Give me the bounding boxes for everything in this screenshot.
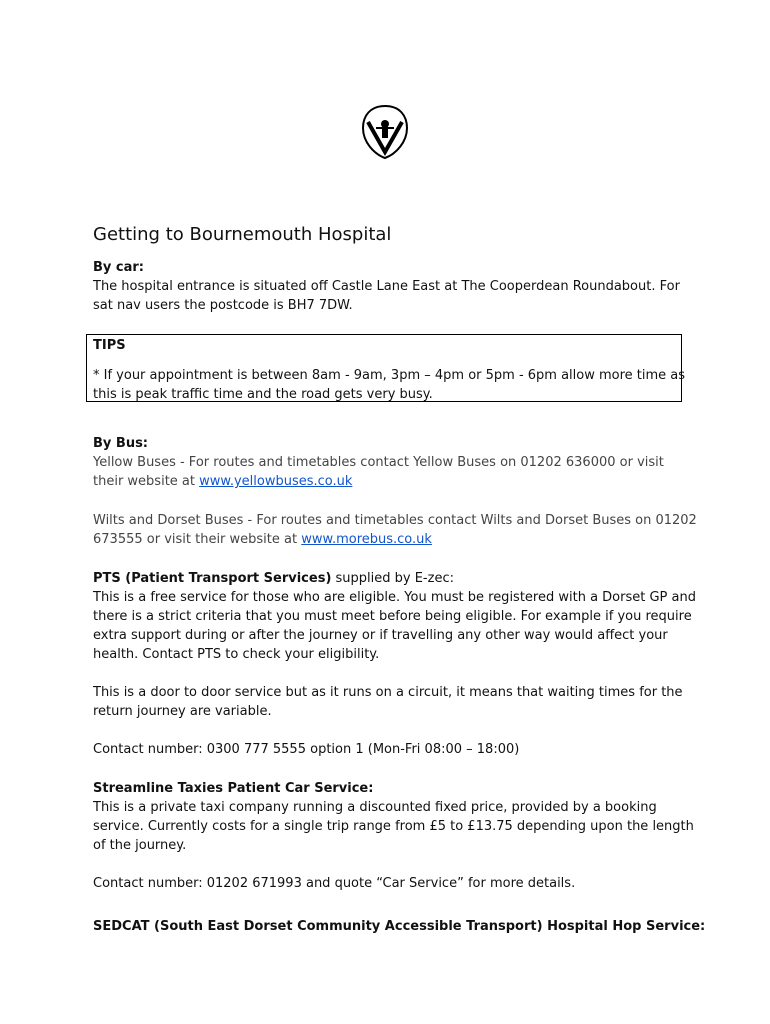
wilts-buses-prefix: 673555 or visit their website at	[93, 532, 302, 547]
streamline-line3: of the journey.	[93, 838, 187, 853]
pts-heading-bold: PTS (Patient Transport Services)	[93, 571, 332, 586]
morebus-link[interactable]: www.morebus.co.uk	[301, 532, 432, 547]
tips-line2: this is peak traffic time and the road gets very busy.	[93, 387, 433, 402]
tips-line1: * If your appointment is between 8am - 9am, 3pm – 4pm or 5pm - 6pm allow more time as	[93, 368, 686, 383]
pts-p1-line1: This is a free service for those who are eligible. You must be registered with a Dorset GP and	[93, 590, 696, 605]
bus-heading: By Bus:	[93, 436, 149, 451]
streamline-heading: Streamline Taxies Patient Car Service:	[93, 781, 374, 796]
car-heading: By car:	[93, 260, 144, 275]
wilts-buses-line2	[93, 530, 432, 549]
car-text-line1: The hospital entrance is situated off Castle Lane East at The Cooperdean Roundabout. For	[93, 279, 680, 294]
sedcat-heading: SEDCAT (South East Dorset Community Accessible Transport) Hospital Hop Service:	[93, 919, 706, 934]
pts-p1-line2: there is a strict criteria that you must meet before being eligible. For example if you require	[93, 609, 692, 624]
pts-heading	[93, 569, 454, 588]
streamline-contact: Contact number: 01202 671993 and quote “Car Service” for more details.	[93, 876, 576, 891]
pts-contact: Contact number: 0300 777 5555 option 1 (Mon-Fri 08:00 – 18:00)	[93, 742, 520, 757]
pts-p1-line4: health. Contact PTS to check your eligibility.	[93, 647, 380, 662]
tips-heading: TIPS	[93, 338, 126, 353]
pts-heading-rest: supplied by E-zec:	[331, 571, 454, 586]
yellow-buses-line1: Yellow Buses - For routes and timetables contact Yellow Buses on 01202 636000 or visit	[93, 455, 664, 470]
yellow-buses-prefix: their website at	[93, 474, 200, 489]
ambulance-logo	[360, 104, 410, 160]
pts-p2-line2: return journey are variable.	[93, 704, 272, 719]
wilts-buses-line1: Wilts and Dorset Buses - For routes and timetables contact Wilts and Dorset Buses on 01202	[93, 513, 697, 528]
pts-p1-line3: extra support during or after the journey or if travelling any other way would affect your	[93, 628, 668, 643]
yellow-buses-link[interactable]: www.yellowbuses.co.uk	[199, 474, 353, 489]
streamline-line2: service. Currently costs for a single trip range from £5 to £13.75 depending upon the length	[93, 819, 694, 834]
yellow-buses-line2	[93, 472, 352, 491]
car-text-line2: sat nav users the postcode is BH7 7DW.	[93, 298, 353, 313]
pts-p2-line1: This is a door to door service but as it runs on a circuit, it means that waiting times for the	[93, 685, 683, 700]
streamline-line1: This is a private taxi company running a discounted fixed price, provided by a booking	[93, 800, 657, 815]
page-title: Getting to Bournemouth Hospital	[93, 224, 392, 245]
